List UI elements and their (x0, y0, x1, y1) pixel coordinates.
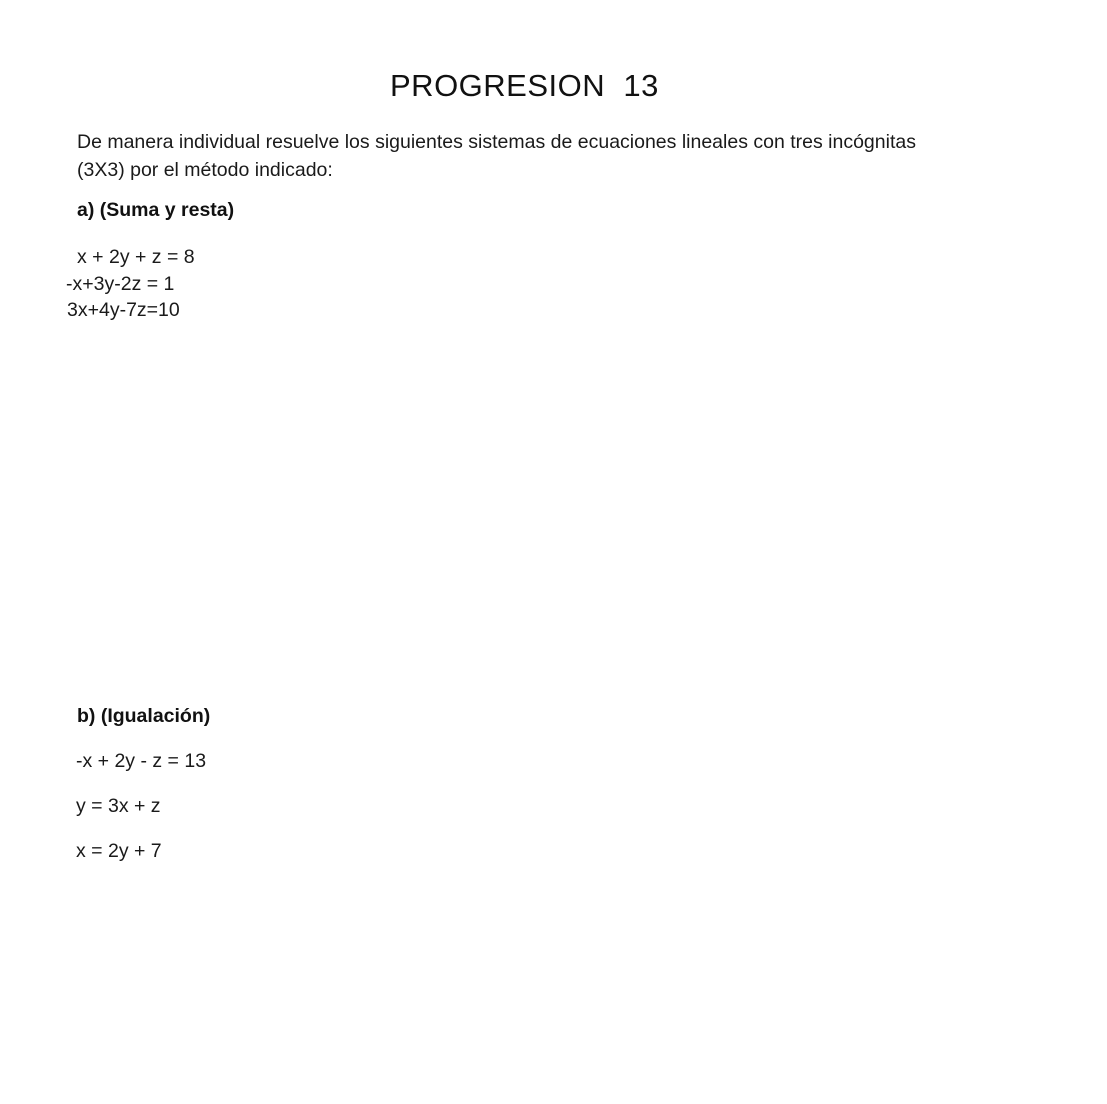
equation-a-3: 3x+4y-7z=10 (67, 299, 180, 321)
instructions-paragraph (77, 128, 977, 184)
instructions-line-1: De manera individual resuelve los siguientes sistemas de ecuaciones lineales con tres incógnitas (77, 131, 916, 153)
equation-a-2: -x+3y-2z = 1 (66, 272, 175, 295)
equation-b-3: x = 2y + 7 (76, 840, 162, 862)
equation-a-1: x + 2y + z = 8 (77, 246, 195, 268)
section-a-equation-system (60, 244, 195, 324)
equation-b-1: -x + 2y - z = 13 (76, 750, 207, 772)
section-a-heading: a) (Suma y resta) (77, 199, 235, 221)
equation-b-2: y = 3x + z (76, 795, 161, 817)
section-b-heading: b) (Igualación) (77, 705, 211, 727)
instructions-line-2: (3X3) por el método indicado: (77, 159, 333, 181)
page-title: PROGRESION 13 (390, 68, 659, 103)
